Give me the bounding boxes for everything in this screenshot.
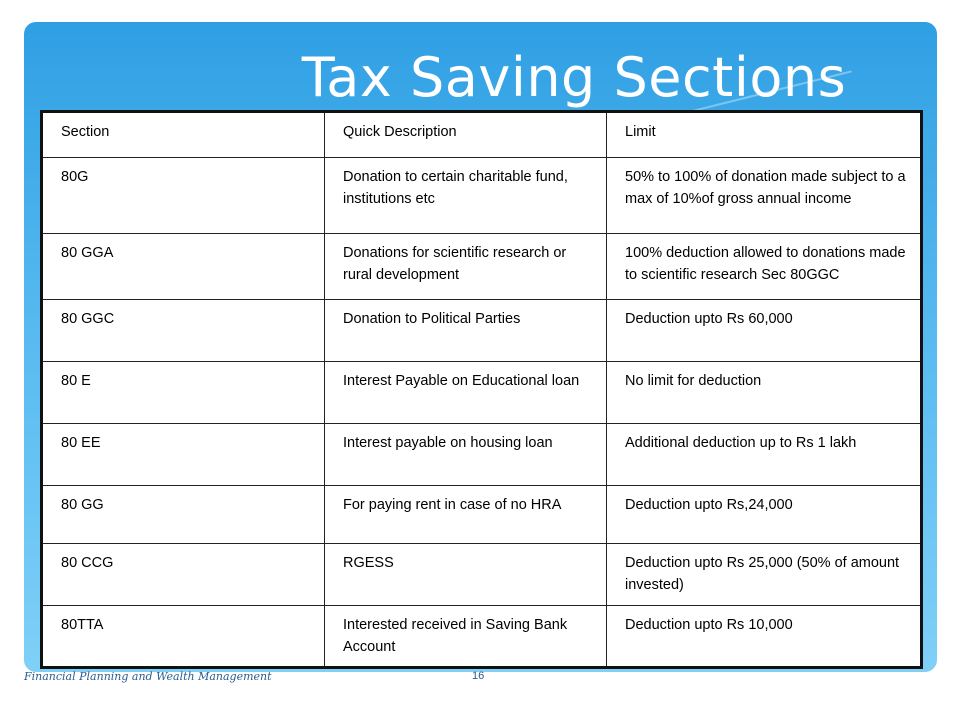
cell-description: For paying rent in case of no HRA (325, 486, 607, 544)
cell-description: RGESS (325, 544, 607, 606)
cell-limit: Additional deduction up to Rs 1 lakh (607, 424, 922, 486)
cell-description: Interest payable on housing loan (325, 424, 607, 486)
cell-section: 80TTA (42, 606, 325, 668)
table-row (42, 606, 922, 668)
cell-section: 80 GGA (42, 234, 325, 300)
footer-page-number: 16 (472, 670, 485, 682)
table-row (42, 300, 922, 362)
cell-section: 80 E (42, 362, 325, 424)
tax-sections-table (40, 110, 923, 669)
cell-section: 80 EE (42, 424, 325, 486)
slide-title: Tax Saving Sections (301, 46, 847, 109)
table-header-row (42, 112, 922, 158)
cell-limit: 50% to 100% of donation made subject to a max of 10%of gross annual income (607, 158, 922, 234)
cell-description: Interested received in Saving Bank Account (325, 606, 607, 668)
cell-section: 80 GG (42, 486, 325, 544)
footer-course-title: Financial Planning and Wealth Management (24, 670, 272, 683)
cell-limit: 100% deduction allowed to donations made to scientific research Sec 80GGC (607, 234, 922, 300)
header-limit: Limit (607, 112, 922, 158)
cell-section: 80 GGC (42, 300, 325, 362)
table-row (42, 234, 922, 300)
cell-description: Interest Payable on Educational loan (325, 362, 607, 424)
cell-limit: Deduction upto Rs 10,000 (607, 606, 922, 668)
cell-section: 80G (42, 158, 325, 234)
cell-limit: No limit for deduction (607, 362, 922, 424)
cell-description: Donation to Political Parties (325, 300, 607, 362)
cell-description: Donations for scientific research or rural development (325, 234, 607, 300)
table-row (42, 544, 922, 606)
cell-description: Donation to certain charitable fund, institutions etc (325, 158, 607, 234)
table-row (42, 486, 922, 544)
header-quick-description: Quick Description (325, 112, 607, 158)
table-row (42, 158, 922, 234)
cell-section: 80 CCG (42, 544, 325, 606)
table-row (42, 362, 922, 424)
header-section: Section (42, 112, 325, 158)
cell-limit: Deduction upto Rs,24,000 (607, 486, 922, 544)
table-row (42, 424, 922, 486)
cell-limit: Deduction upto Rs 25,000 (50% of amount invested) (607, 544, 922, 606)
cell-limit: Deduction upto Rs 60,000 (607, 300, 922, 362)
